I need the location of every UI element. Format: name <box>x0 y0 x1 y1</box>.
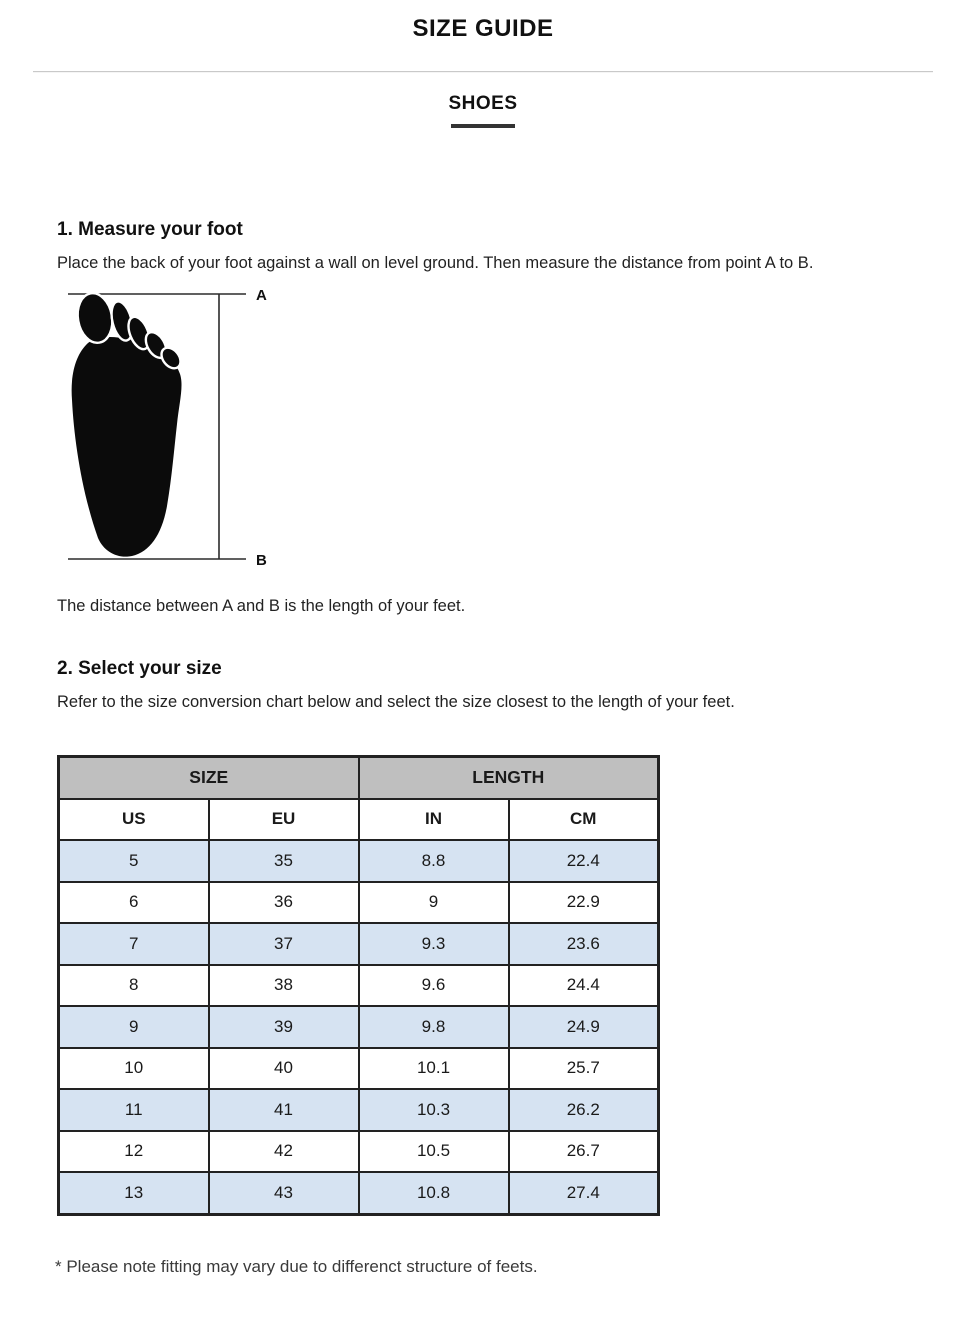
table-cell: 10.3 <box>359 1089 509 1131</box>
table-cell: 24.9 <box>509 1006 659 1048</box>
foot-silhouette <box>72 290 185 556</box>
table-cell: 40 <box>209 1048 359 1090</box>
table-cell: 35 <box>209 840 359 882</box>
table-cell: 6 <box>59 882 209 924</box>
table-cell: 11 <box>59 1089 209 1131</box>
table-row <box>59 1089 659 1131</box>
col-header-us: US <box>59 799 209 841</box>
table-cell: 22.4 <box>509 840 659 882</box>
diagram-caption: The distance between A and B is the length of your feet. <box>57 597 466 615</box>
table-cell: 10.1 <box>359 1048 509 1090</box>
col-header-eu: EU <box>209 799 359 841</box>
table-row <box>59 1172 659 1214</box>
table-cell: 10.5 <box>359 1131 509 1173</box>
table-cell: 42 <box>209 1131 359 1173</box>
table-cell: 10.8 <box>359 1172 509 1214</box>
table-cell: 22.9 <box>509 882 659 924</box>
table-cell: 25.7 <box>509 1048 659 1090</box>
category-section <box>57 92 909 128</box>
table-row <box>59 1131 659 1173</box>
foot-sole <box>72 337 182 557</box>
table-cell: 41 <box>209 1089 359 1131</box>
step1-heading: 1. Measure your foot <box>57 219 243 240</box>
step2-heading: 2. Select your size <box>57 658 222 679</box>
table-cell: 13 <box>59 1172 209 1214</box>
table-cell: 37 <box>209 923 359 965</box>
table-cell: 39 <box>209 1006 359 1048</box>
size-group-header: SIZE <box>59 757 359 799</box>
table-cell: 10 <box>59 1048 209 1090</box>
table-cell: 8 <box>59 965 209 1007</box>
table-cell: 23.6 <box>509 923 659 965</box>
col-header-cm: CM <box>509 799 659 841</box>
category-underline <box>451 124 515 128</box>
table-row <box>59 882 659 924</box>
table-cell: 24.4 <box>509 965 659 1007</box>
fitting-footnote: * Please note fitting may vary due to differenct structure of feets. <box>55 1256 538 1276</box>
table-cell: 26.7 <box>509 1131 659 1173</box>
table-cell: 36 <box>209 882 359 924</box>
table-cell: 9 <box>59 1006 209 1048</box>
table-cell: 8.8 <box>359 840 509 882</box>
step1-instruction: Place the back of your foot against a wall on level ground. Then measure the distance from point A to B. <box>57 254 814 272</box>
table-cell: 38 <box>209 965 359 1007</box>
step2-instruction: Refer to the size conversion chart below and select the size closest to the length of your feet. <box>57 693 735 711</box>
table-cell: 9 <box>359 882 509 924</box>
table-cell: 7 <box>59 923 209 965</box>
foot-diagram-svg <box>68 288 308 569</box>
table-row <box>59 1006 659 1048</box>
table-cell: 9.6 <box>359 965 509 1007</box>
table-row <box>59 965 659 1007</box>
header-divider <box>33 71 933 72</box>
page-title: SIZE GUIDE <box>412 15 554 42</box>
column-header-row <box>59 799 659 841</box>
table-cell: 43 <box>209 1172 359 1214</box>
label-a: A <box>256 288 267 304</box>
group-header-row <box>59 757 659 799</box>
table-cell: 9.8 <box>359 1006 509 1048</box>
table-cell: 5 <box>59 840 209 882</box>
foot-measurement-diagram <box>68 288 308 569</box>
table-cell: 9.3 <box>359 923 509 965</box>
category-title: SHOES <box>448 93 518 114</box>
table-cell: 12 <box>59 1131 209 1173</box>
table-row <box>59 923 659 965</box>
length-group-header: LENGTH <box>359 757 659 799</box>
table-cell: 27.4 <box>509 1172 659 1214</box>
table-cell: 26.2 <box>509 1089 659 1131</box>
table-row <box>59 1048 659 1090</box>
size-conversion-table <box>57 755 660 1216</box>
col-header-in: IN <box>359 799 509 841</box>
label-b: B <box>256 552 267 569</box>
table-row <box>59 840 659 882</box>
